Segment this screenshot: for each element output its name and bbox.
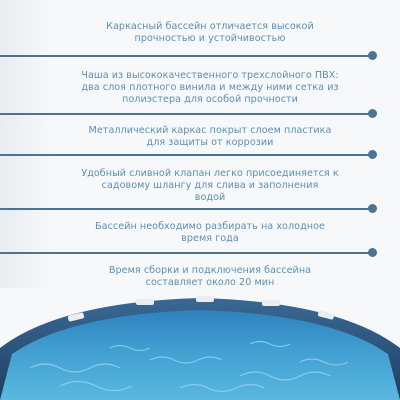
feature-line: водой bbox=[194, 192, 226, 203]
divider-line bbox=[0, 208, 372, 210]
divider-dot bbox=[368, 109, 377, 118]
divider-dot bbox=[368, 51, 377, 60]
feature-line: Бассейн необходимо разбирать на холодное bbox=[95, 221, 325, 232]
feature-line: время года bbox=[181, 233, 239, 244]
divider-line bbox=[0, 113, 372, 115]
feature-metal-frame bbox=[64, 125, 356, 149]
feature-line: Удобный сливной клапан легко присоединяется к bbox=[81, 168, 339, 179]
divider-line bbox=[0, 55, 372, 57]
divider-dot bbox=[368, 204, 377, 213]
pool-photo bbox=[0, 288, 400, 400]
feature-line: садовому шлангу для слива и заполнения bbox=[101, 180, 319, 191]
feature-line: для защиты от коррозии bbox=[146, 137, 274, 148]
feature-line: Металлический каркас покрыт слоем пластика bbox=[88, 125, 332, 136]
divider-line bbox=[0, 154, 372, 156]
feature-line: полиэстера для особой прочности bbox=[122, 94, 298, 105]
feature-winter-storage bbox=[64, 221, 356, 245]
feature-pvc-liner bbox=[64, 70, 356, 106]
feature-strength bbox=[64, 21, 356, 45]
feature-line: составляет около 20 мин bbox=[145, 277, 275, 288]
feature-line: прочностью и устойчивостью bbox=[134, 33, 286, 44]
divider-dot bbox=[368, 248, 377, 257]
feature-line: Чаша из высококачественного трехслойного ПВХ: bbox=[81, 70, 339, 81]
feature-line: Каркасный бассейн отличается высокой bbox=[106, 21, 314, 32]
feature-assembly-time bbox=[64, 265, 356, 289]
feature-line: два слоя плотного винила и между ними сетка из bbox=[81, 82, 339, 93]
feature-line: Время сборки и подключения бассейна bbox=[108, 265, 312, 276]
feature-drain-valve bbox=[64, 168, 356, 204]
divider-line bbox=[0, 252, 372, 254]
divider-dot bbox=[368, 150, 377, 159]
